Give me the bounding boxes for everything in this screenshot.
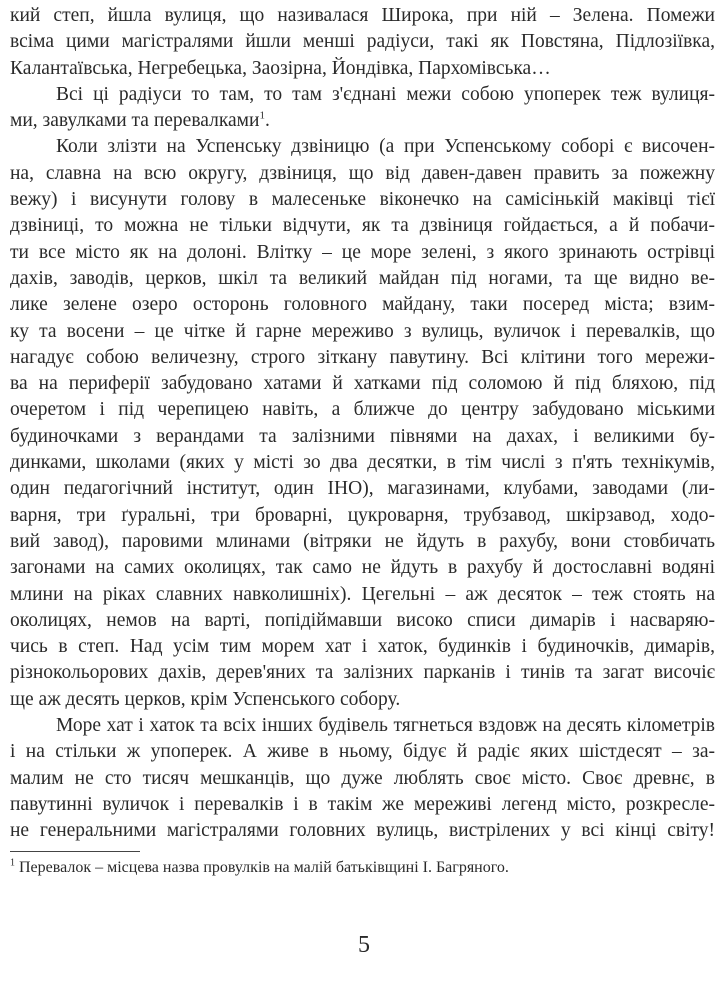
- footnote-text: Перевалок – місцева назва провулків на малій батьківщині І. Багряного.: [19, 859, 509, 876]
- text-line-content: кий степ, йшла вулиця, що називалася Широка, при ній – Зелена. Помежи: [10, 5, 715, 26]
- footnote: [10, 858, 509, 878]
- footnote-reference: 1: [259, 109, 265, 122]
- text-line-content: динками, школами (яких у місті зо два десятки, в тім числі з п'ять технікумів,: [10, 452, 715, 474]
- text-line: [10, 476, 716, 502]
- text-line-content: малим не сто тисяч мешканців, що дуже люблять своє місто. Своє древнє, в: [10, 767, 715, 789]
- text-line: [10, 240, 716, 266]
- text-line: [10, 161, 716, 187]
- text-line: [10, 818, 716, 844]
- text-line-content: дахів, заводів, церков, шкіл та великий майдан під ногами, та ще видно ве-: [10, 267, 715, 289]
- text-line: [10, 503, 716, 529]
- text-line-content: млини на ріках славних навколишніх). Цегельні – аж десяток – теж стоять на: [10, 583, 715, 605]
- text-line-content: вежу) і висунути голову в малесеньке віконечко на самісінькій маківці тієї: [10, 189, 715, 211]
- text-line: [10, 345, 716, 371]
- text-line: [10, 660, 716, 686]
- text-line: [10, 555, 716, 581]
- text-line-content: варня, три ґуральні, три броварні, цукроварня, трубзавод, шкірзавод, ходо-: [10, 504, 715, 526]
- text-line-content: Море хат і хаток та всіх інших будівель тягнеться вздовж на десять кілометрів: [56, 715, 715, 737]
- text-line: [10, 792, 716, 818]
- text-line: [10, 187, 716, 213]
- text-line: [10, 292, 716, 318]
- text-line-content: очеретом і під черепицею навіть, а ближче до центру забудовано міськими: [10, 399, 715, 421]
- footnote-divider: [10, 851, 140, 852]
- text-line-content: загонами на самих околицях, так само не йдуть в рахубу й достославні водяні: [10, 557, 715, 579]
- text-line-content: ще аж десять церков, крім Успенського собору.: [10, 688, 401, 710]
- text-line: [10, 134, 716, 160]
- text-line-content: Всі ці радіуси то там, то там з'єднані межи собою упоперек теж вулиця-: [56, 83, 715, 105]
- text-line-content: нагадує собою величезну, строго зіткану павутину. Всі клітини того мережи-: [10, 346, 715, 368]
- text-line: [10, 82, 716, 108]
- text-line: [10, 713, 716, 739]
- text-line: [10, 634, 716, 660]
- text-line: [10, 608, 716, 634]
- text-line-content: Коли злізти на Успенську дзвіницю (а при Успенському соборі є височен-: [56, 136, 715, 158]
- text-line: [10, 450, 716, 476]
- text-line: [10, 29, 716, 55]
- text-line-content: один педагогічний інститут, один ІНО), магазинами, клубами, заводами (ли-: [10, 478, 715, 500]
- text-line: [10, 319, 716, 345]
- text-line: [10, 582, 716, 608]
- page-number: 5: [358, 932, 370, 958]
- text-line-content: павутинні вуличок і перевалків і в такім же мереживі легенд місто, розкресле-: [10, 793, 715, 815]
- text-line-content: лике зелене озеро осторонь головного майдану, таки посеред міста; взим-: [10, 294, 715, 316]
- text-line-content: вий завод), паровими млинами (вітряки не йдуть в рахубу, вони стовбичать: [10, 530, 715, 552]
- body-text: [10, 3, 716, 845]
- text-line: [10, 687, 716, 713]
- text-line: [10, 3, 716, 29]
- text-line-content: не генеральними магістралями головних вулиць, вистрілених у всі кінці світу!: [10, 820, 715, 842]
- text-line: [10, 371, 716, 397]
- text-line: [10, 529, 716, 555]
- text-line: ми, завулками та перевалками$^1$.: [10, 109, 270, 132]
- text-line: [10, 397, 716, 423]
- text-line-content: всіма цими магістралями йшли менші радіуси, такі як Повстяна, Підлозіївка,: [10, 31, 715, 53]
- text-line-content: Калантаївська, Негребецька, Заозірна, Йондівка, Пархомівська…: [10, 57, 551, 79]
- text-line-content: на, славна на всю округу, дзвіниця, що від давен-давен править за пожежну: [10, 162, 715, 184]
- text-line: [10, 56, 716, 82]
- text-line-content: ми, завулками та перевалками: [10, 110, 260, 132]
- text-line: [10, 424, 716, 450]
- text-line-content: будиночками з верандами та залізними півнями на дахах, і великими бу-: [10, 425, 715, 447]
- text-line: [10, 266, 716, 292]
- text-line: [10, 739, 716, 765]
- text-line-content: ва на периферії забудовано хатами й хатками під соломою й під бляхою, під: [10, 373, 715, 395]
- text-line: [10, 766, 716, 792]
- text-line-content: і на стільки ж упоперек. А живе в ньому, бідує й радіє яких шістдесят – за-: [10, 741, 715, 763]
- text-line-content: різнокольорових дахів, дерев'яних та залізних парканів і тинів та загат височіє: [10, 662, 715, 684]
- text-line: [10, 213, 716, 239]
- text-line-content: ку та восени – це чітке й гарне мереживо з вулиць, вуличок і перевалків, що: [10, 320, 715, 342]
- footnote-marker: 1: [10, 857, 15, 869]
- text-line-content: околицях, немов на варті, попідіймавши високо списи димарів і насваряю-: [10, 609, 715, 631]
- text-line-content: чись в степ. Над усім тим морем хат і хаток, будинків і будиночків, димарів,: [10, 636, 715, 658]
- text-line-content: дзвіниці, то можна не тільки відчути, як та дзвіниця гойдається, а й побачи-: [10, 215, 715, 237]
- text-line-content: ти все місто як на долоні. Влітку – це море зелені, з якого зринають острівці: [10, 241, 715, 263]
